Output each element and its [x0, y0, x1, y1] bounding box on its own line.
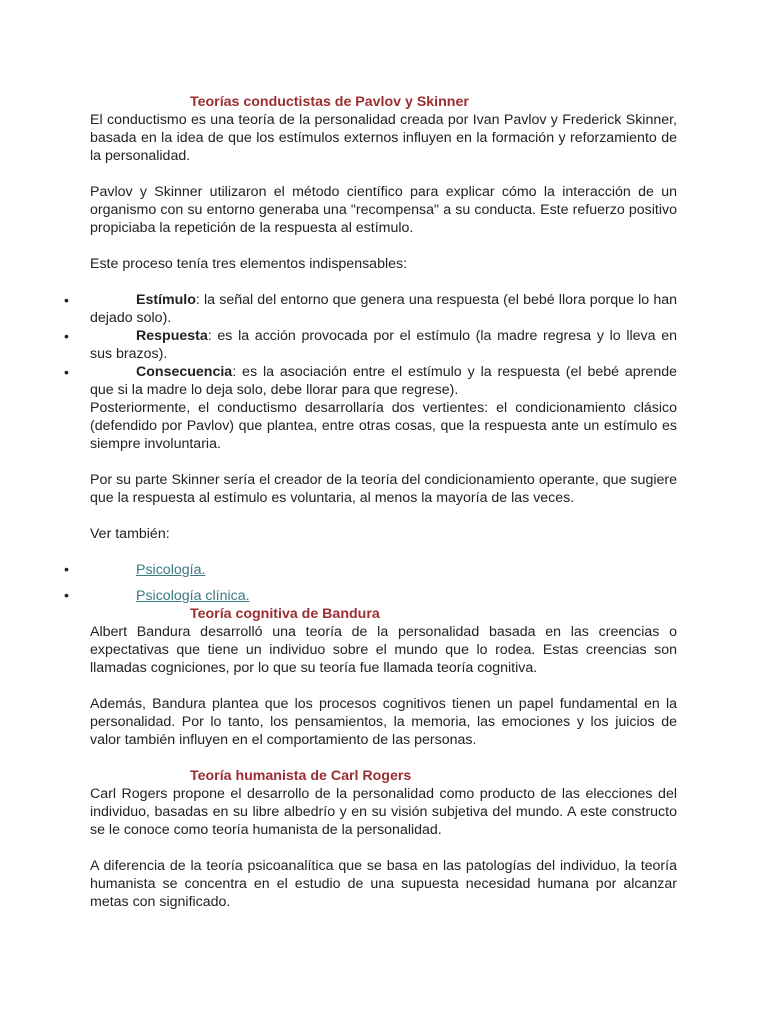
paragraph-conductismo-intro: El conductismo es una teoría de la personalidad creada por Ivan Pavlov y Frederick Skinner, basada en la idea de que los estímulos externos influyen en la formación y reforzamiento de la personalidad.: [90, 112, 677, 164]
list-item-estimulo: [64, 291, 677, 327]
see-also-links: [64, 561, 677, 605]
term-respuesta: Respuesta: [136, 328, 208, 344]
term-estimulo: Estímulo: [136, 292, 196, 308]
link-psicologia[interactable]: Psicología.: [136, 562, 206, 578]
see-also-label: Ver también:: [90, 526, 170, 542]
list-item-link-psicologia: [64, 561, 677, 579]
paragraph-skinner-operante: Por su parte Skinner sería el creador de la teoría del condicionamiento operante, que sugiere que la respuesta al estímulo es voluntaria, al menos la mayoría de las veces.: [90, 472, 677, 506]
paragraph-tres-elementos: Este proceso tenía tres elementos indispensables:: [90, 256, 408, 272]
definition-respuesta: : es la acción provocada por el estímulo (la madre regresa y lo lleva en sus brazos).: [90, 328, 677, 362]
definition-estimulo: : la señal del entorno que genera una respuesta (el bebé llora porque lo han dejado solo).: [90, 292, 677, 326]
bullet-icon: •: [64, 292, 69, 308]
list-item-link-psicologia-clinica: [64, 587, 677, 605]
term-consecuencia: Consecuencia: [136, 364, 233, 380]
paragraph-metodo-cientifico: Pavlov y Skinner utilizaron el método científico para explicar cómo la interacción de un organismo con su entorno generaba una "recompensa" a su conducta. Este refuerzo positivo propiciaba la repetición de la respuesta al estímulo.: [90, 184, 677, 236]
list-item-consecuencia: [64, 363, 677, 399]
heading-conductistas: Teorías conductistas de Pavlov y Skinner: [190, 94, 469, 110]
link-psicologia-clinica[interactable]: Psicología clínica.: [136, 588, 250, 604]
heading-bandura: Teoría cognitiva de Bandura: [190, 606, 380, 622]
paragraph-bandura-teoria: Albert Bandura desarrolló una teoría de la personalidad basada en las creencias o expectativas que tiene un individuo sobre el mundo que lo rodea. Estas creencias son llamadas cogniciones, por lo que su teoría fue llamada teoría cognitiva.: [90, 624, 677, 676]
list-item-respuesta: [64, 327, 677, 363]
bullet-icon: •: [64, 328, 69, 344]
paragraph-bandura-procesos: Además, Bandura plantea que los procesos cognitivos tienen un papel fundamental en la personalidad. Por lo tanto, los pensamientos, la memoria, las emociones y los juicios de valor también influyen en el comportamiento de las personas.: [90, 696, 677, 748]
elements-list: [64, 291, 677, 399]
bullet-icon: •: [64, 364, 69, 380]
document-page: [64, 93, 677, 911]
definition-consecuencia: : es la asociación entre el estímulo y la respuesta (el bebé aprende que si la madre lo deja solo, debe llorar para que regrese).: [90, 364, 677, 398]
bullet-icon: •: [64, 562, 69, 578]
paragraph-vertientes: Posteriormente, el conductismo desarrollaría dos vertientes: el condicionamiento clásico (defendido por Pavlov) que plantea, entre otras cosas, que la respuesta ante un estímulo es siempre involuntaria.: [90, 400, 677, 452]
heading-rogers: Teoría humanista de Carl Rogers: [190, 768, 412, 784]
bullet-icon: •: [64, 588, 69, 604]
paragraph-rogers-desarrollo: Carl Rogers propone el desarrollo de la personalidad como producto de las elecciones del individuo, basadas en su libre albedrío y en su visión subjetiva del mundo. A este constructo se le conoce como teoría humanista de la personalidad.: [90, 786, 677, 838]
paragraph-rogers-diferencia: A diferencia de la teoría psicoanalítica que se basa en las patologías del individuo, la teoría humanista se concentra en el estudio de una supuesta necesidad humana por alcanzar metas con significado.: [90, 858, 677, 910]
